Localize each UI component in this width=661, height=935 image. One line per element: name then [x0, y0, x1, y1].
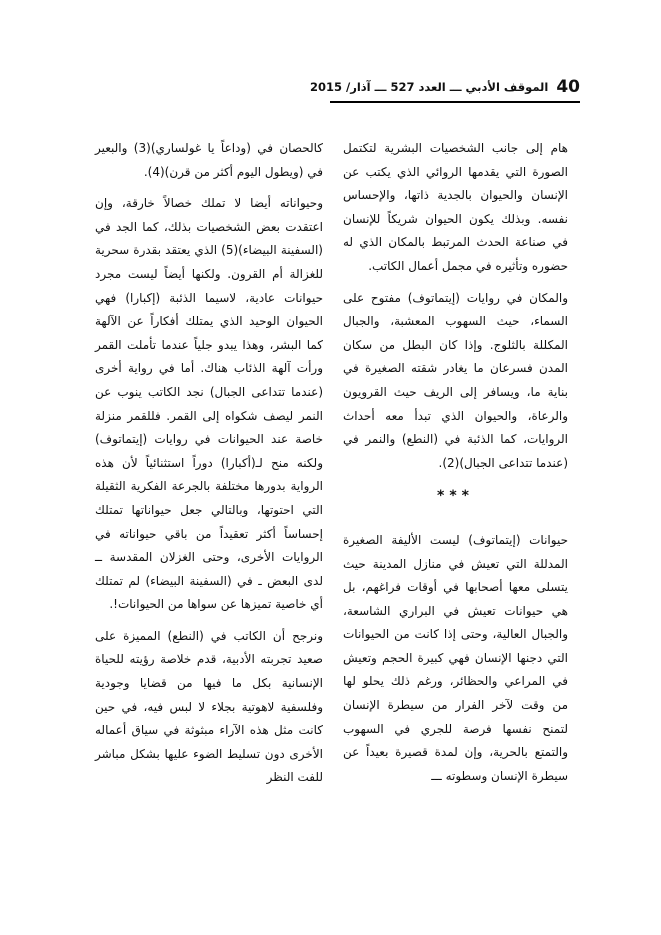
page-number: 40: [556, 77, 580, 97]
paragraph: كالحصان في (وداعاً يا غولساري)(3) والبعير في (ويطول اليوم أكثر من قرن)(4).: [95, 141, 324, 179]
paragraph: حيوانات (إيتماتوف) ليست الأليفة الصغيرة المدللة التي تعيش في منازل المدينة حيث يتسلى معها أصحابها في أوقات فراغهم، بل هي حيوانات تعيش في البراري الشاسعة، والجبال العالية، وحتى إذا كانت من الحيوانات التي دجنها الإنسان فهي كبيرة الحجم وتعيش في المراعي والحظائر، ورغم ذلك يحلو لها من وقت لآخر الفرار من سيطرة الإنسان لتمنح نفسها فرصة للجري في السهوب والتمتع بالحرية، وإن لمدة قصيرة بعيداً عن سيطرة الإنسان وسطوته ـــ: [343, 532, 568, 783]
paragraph: ونرجح أن الكاتب في (النطع) المميزة على صعيد تجربته الأدبية، قدم خلاصة رؤيته للحياة الإنسانية بكل ما فيها من قضايا وجودية وفلسفية لاهوتية بجلاء لا لبس فيه، في حين كانت مثل هذه الآراء مبثوثة في سياق أعماله الأخرى دون تسليط الضوء عليها بشكل مباشر للفت النظر: [95, 628, 323, 785]
section-separator: ***: [437, 488, 474, 505]
paragraph: والمكان في روايات (إيتماتوف) مفتوح على السماء، حيث السهوب المعشبة، والجبال المكللة بالثلوج. وإذا كان البطل من سكان المدن فسرعان ما يغادر شقته الصغيرة في بناية ما، ويسافر إلى الريف حيث القرويون والرعاة، والحيوان الذي تبدأ معه أحداث الروايات، كما الذئبة في (النطع) والنمر في (عندما تتداعى الجبال)(2).: [343, 290, 568, 470]
header-divider: [330, 101, 580, 103]
paragraph: هام إلى جانب الشخصيات البشرية لتكتمل الصورة التي يقدمها الروائي الذي يكتب عن الإنسان والحيوان بالجدية ذاتها، والإحساس نفسه. وبذلك يكون الحيوان شريكاً للإنسان في صناعة الحدث المرتبط بالمكان الذي له حضوره وتأثيره في مجمل أعمال الكاتب.: [343, 141, 568, 273]
issue-line: الموقف الأدبي ـــ العدد 527 ـــ آذار/ 2015: [310, 80, 549, 94]
page-header: [310, 72, 580, 102]
left-column: [95, 137, 323, 790]
paragraph: وحيواناته أيضا لا تملك خصالاً خارقة، وإن اعتقدت بعض الشخصيات بذلك، كما الجد في (السفينة البيضاء)(5) الذي يعتقد بقدرة سحرية للغزالة أم القرون. ولكنها أيضاً ليست مجرد حيوانات عادية، لاسيما الذئبة (إكبارا) فهي الحيوان الوحيد الذي يمتلك أفكاراً عن الآلهة كما البشر، وهذا يبدو جلياً عندما تأملت القمر ورأت آلهة الذئاب هناك. أما في رواية أخرى (عندما تتداعى الجبال) نجد الكاتب ينوب عن النمر ليصف شكواه إلى القمر. فللقمر منزلة خاصة عند الحيوانات في روايات (إيتماتوف) ولكنه منح لـ(أكبارا) دوراً استثنائياً لأن هذه الرواية بدورها مختلفة بالجرعة الفكرية الثقيلة التي احتوتها، وبالتالي جعل حيواناتها تمتلك إحساساً أكثر تعقيداً من باقي حيواناته في الروايات الأخرى، وحتى الغزلان المقدسة ــ لدى البعض ـ في (السفينة البيضاء) لم تمتلك أي خاصية تميزها عن سواها من الحيوانات!.: [95, 196, 323, 612]
right-column: [343, 137, 568, 788]
